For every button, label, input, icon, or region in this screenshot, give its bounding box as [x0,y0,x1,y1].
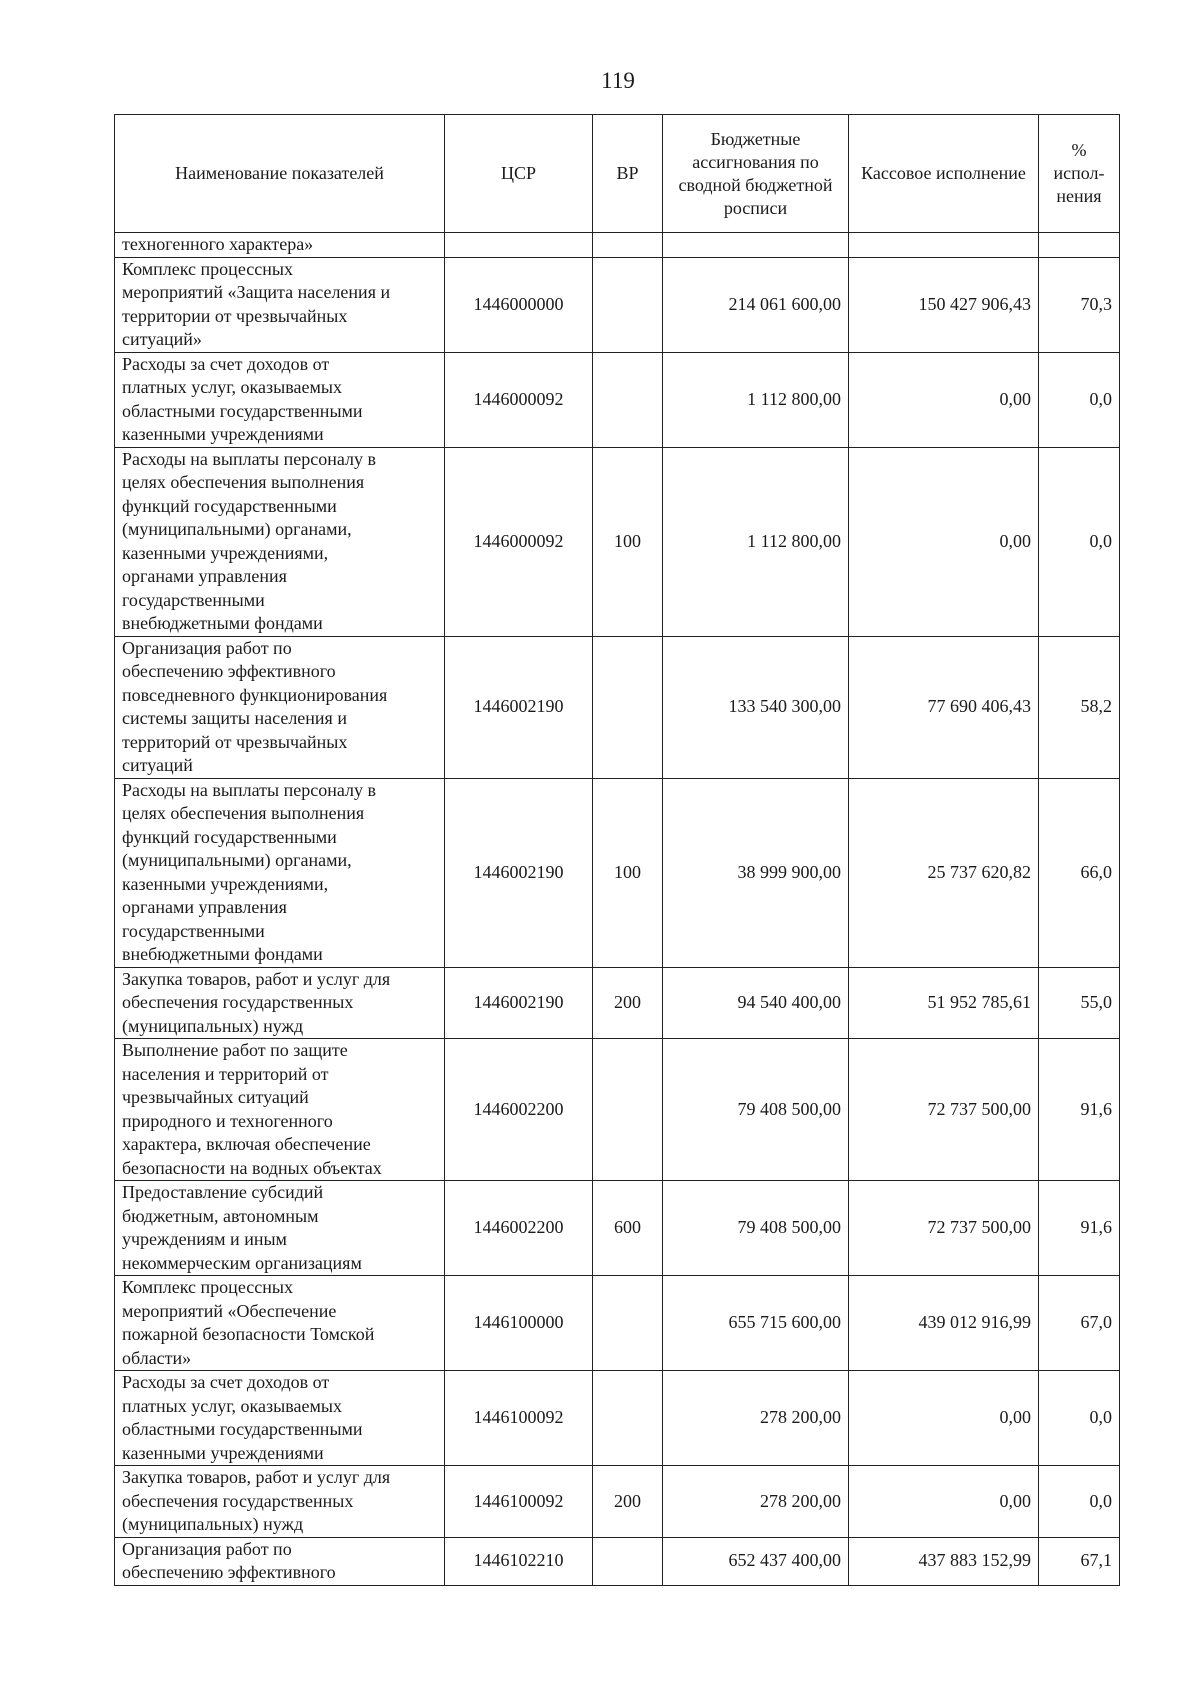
row-csr [445,233,593,258]
row-vr: 100 [593,778,663,967]
header-csr: ЦСР [445,115,593,233]
row-vr [593,257,663,352]
row-percent: 66,0 [1039,778,1120,967]
row-csr: 1446002190 [445,778,593,967]
row-vr: 100 [593,447,663,636]
row-vr: 200 [593,967,663,1039]
row-cash: 0,00 [849,447,1039,636]
row-vr: 200 [593,1466,663,1538]
row-percent: 67,1 [1039,1537,1120,1585]
row-percent: 91,6 [1039,1039,1120,1181]
page-number: 119 [601,68,635,93]
row-budget: 38 999 900,00 [663,778,849,967]
table-row [115,1466,1120,1538]
row-cash: 77 690 406,43 [849,636,1039,778]
row-name: Расходы за счет доходов от платных услуг, оказываемых областными государственными казенными учреждениями [115,352,445,447]
row-name: Расходы на выплаты персоналу в целях обеспечения выполнения функций государственными (муниципальными) органами, казенными учреждениями, органами управления государственными внебюджетными фондами [115,447,445,636]
row-csr: 1446002200 [445,1039,593,1181]
row-cash: 72 737 500,00 [849,1039,1039,1181]
row-cash: 72 737 500,00 [849,1181,1039,1276]
row-name: Предоставление субсидий бюджетным, автономным учреждениям и иным некоммерческим организациям [115,1181,445,1276]
row-vr [593,636,663,778]
row-budget: 133 540 300,00 [663,636,849,778]
row-name: Выполнение работ по защите населения и территорий от чрезвычайных ситуаций природного и техногенного характера, включая обеспечение безопасности на водных объектах [115,1039,445,1181]
row-percent: 67,0 [1039,1276,1120,1371]
row-budget: 655 715 600,00 [663,1276,849,1371]
row-budget: 1 112 800,00 [663,352,849,447]
row-name: Закупка товаров, работ и услуг для обеспечения государственных (муниципальных) нужд [115,967,445,1039]
row-csr: 1446100092 [445,1466,593,1538]
table-row [115,778,1120,967]
row-name: Организация работ по обеспечению эффективного повседневного функционирования системы защиты населения и территорий от чрезвычайных ситуаций [115,636,445,778]
table-row [115,1039,1120,1181]
table-header-row [115,115,1120,233]
table-row [115,233,1120,258]
row-csr: 1446000000 [445,257,593,352]
row-vr [593,1039,663,1181]
row-cash: 439 012 916,99 [849,1276,1039,1371]
header-cash-execution: Кассовое исполнение [849,115,1039,233]
row-cash: 150 427 906,43 [849,257,1039,352]
header-name: Наименование показателей [115,115,445,233]
row-budget: 278 200,00 [663,1466,849,1538]
row-name: Комплекс процессных мероприятий «Обеспечение пожарной безопасности Томской области» [115,1276,445,1371]
row-name: Организация работ по обеспечению эффективного [115,1537,445,1585]
row-name: Расходы за счет доходов от платных услуг, оказываемых областными государственными казенными учреждениями [115,1371,445,1466]
row-vr [593,352,663,447]
row-budget: 94 540 400,00 [663,967,849,1039]
row-vr [593,1276,663,1371]
row-vr [593,1537,663,1585]
table-row [115,1181,1120,1276]
table-row [115,257,1120,352]
header-execution-percent: % испол-нения [1039,115,1120,233]
row-percent: 70,3 [1039,257,1120,352]
row-budget: 79 408 500,00 [663,1181,849,1276]
row-csr: 1446002190 [445,967,593,1039]
table-row [115,352,1120,447]
row-csr: 1446100000 [445,1276,593,1371]
row-csr: 1446000092 [445,447,593,636]
row-percent: 91,6 [1039,1181,1120,1276]
row-percent: 0,0 [1039,352,1120,447]
row-csr: 1446102210 [445,1537,593,1585]
row-budget: 278 200,00 [663,1371,849,1466]
row-percent [1039,233,1120,258]
row-vr [593,233,663,258]
table-row [115,1537,1120,1585]
row-name: Закупка товаров, работ и услуг для обеспечения государственных (муниципальных) нужд [115,1466,445,1538]
table-row [115,1276,1120,1371]
table-row [115,447,1120,636]
row-percent: 58,2 [1039,636,1120,778]
row-percent: 0,0 [1039,447,1120,636]
row-budget: 1 112 800,00 [663,447,849,636]
row-percent: 0,0 [1039,1371,1120,1466]
row-csr: 1446002190 [445,636,593,778]
row-cash: 25 737 620,82 [849,778,1039,967]
row-cash: 437 883 152,99 [849,1537,1039,1585]
row-budget: 652 437 400,00 [663,1537,849,1585]
row-percent: 0,0 [1039,1466,1120,1538]
row-budget [663,233,849,258]
row-csr: 1446100092 [445,1371,593,1466]
table-row [115,1371,1120,1466]
row-vr: 600 [593,1181,663,1276]
row-cash [849,233,1039,258]
row-cash: 0,00 [849,1371,1039,1466]
row-cash: 51 952 785,61 [849,967,1039,1039]
budget-execution-table [114,114,1120,1586]
row-vr [593,1371,663,1466]
header-budget-allocations: Бюджетные ассигнования по сводной бюджетной росписи [663,115,849,233]
row-csr: 1446002200 [445,1181,593,1276]
row-cash: 0,00 [849,1466,1039,1538]
header-vr: ВР [593,115,663,233]
row-cash: 0,00 [849,352,1039,447]
row-percent: 55,0 [1039,967,1120,1039]
table-row [115,636,1120,778]
row-name: техногенного характера» [115,233,445,258]
row-csr: 1446000092 [445,352,593,447]
row-budget: 79 408 500,00 [663,1039,849,1181]
row-name: Комплекс процессных мероприятий «Защита населения и территории от чрезвычайных ситуаций» [115,257,445,352]
row-name: Расходы на выплаты персоналу в целях обеспечения выполнения функций государственными (муниципальными) органами, казенными учреждениями, органами управления государственными внебюджетными фондами [115,778,445,967]
row-budget: 214 061 600,00 [663,257,849,352]
table-row [115,967,1120,1039]
